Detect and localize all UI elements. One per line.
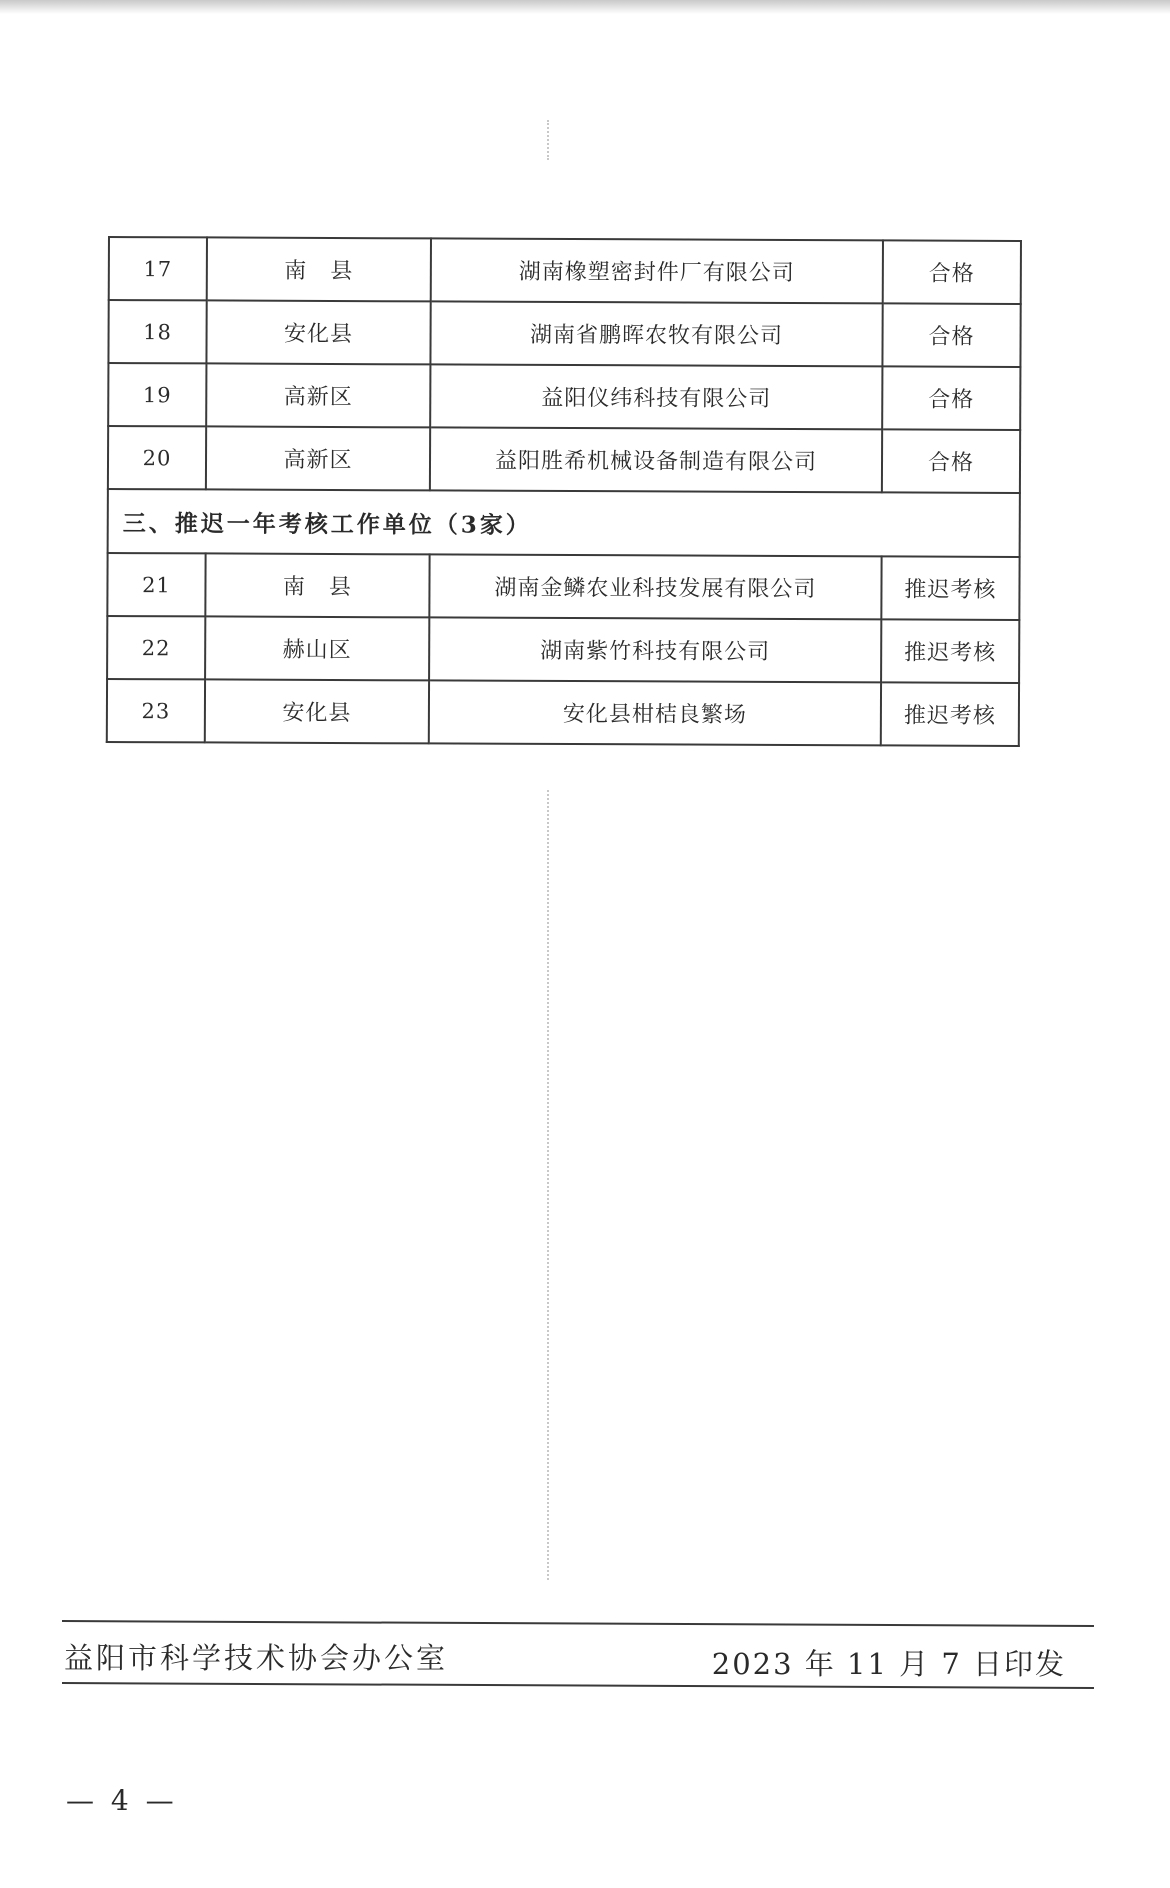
- section-header-row: [108, 489, 1020, 557]
- row-result: 合格: [883, 240, 1021, 304]
- row-area: 安化县: [206, 300, 430, 364]
- row-result: 合格: [882, 429, 1020, 493]
- row-number: 17: [109, 237, 207, 300]
- row-result: 合格: [882, 366, 1020, 430]
- section-three-title: 三、推迟一年考核工作单位（3家）: [108, 489, 1020, 557]
- table-row: [108, 426, 1020, 493]
- row-result: 合格: [882, 303, 1020, 367]
- row-number: 21: [107, 553, 205, 616]
- row-company: 益阳胜希机械设备制造有限公司: [430, 427, 882, 492]
- table-row: [108, 363, 1020, 430]
- row-number: 23: [107, 679, 205, 742]
- row-area: 安化县: [205, 679, 429, 743]
- row-company: 益阳仪纬科技有限公司: [430, 364, 882, 429]
- row-area: 南 县: [205, 553, 429, 617]
- row-company: 安化县柑桔良繁场: [429, 680, 881, 745]
- table-row: [107, 553, 1019, 620]
- table-row: [107, 616, 1019, 683]
- row-result: 推迟考核: [881, 682, 1019, 746]
- row-result: 推迟考核: [881, 556, 1019, 620]
- footer-bottom-rule: [62, 1682, 1094, 1689]
- issuer-name: 益阳市科学技术协会办公室: [64, 1641, 449, 1675]
- scan-top-shadow: [0, 0, 1170, 14]
- row-company: 湖南紫竹科技有限公司: [429, 617, 881, 682]
- footer-top-rule: [62, 1620, 1094, 1627]
- row-company: 湖南橡塑密封件厂有限公司: [431, 238, 883, 303]
- row-area: 赫山区: [205, 616, 429, 680]
- row-area: 南 县: [207, 237, 431, 301]
- row-result: 推迟考核: [881, 619, 1019, 683]
- evaluation-results-table: [106, 236, 1020, 747]
- row-area: 高新区: [206, 426, 430, 490]
- table-row: [108, 300, 1020, 367]
- row-number: 19: [108, 363, 206, 426]
- row-company: 湖南金鳞农业科技发展有限公司: [429, 554, 881, 619]
- page-number: — 4 —: [66, 1784, 178, 1817]
- row-company: 湖南省鹏晖农牧有限公司: [430, 301, 882, 366]
- table-row: [107, 679, 1019, 746]
- row-area: 高新区: [206, 363, 430, 427]
- row-number: 22: [107, 616, 205, 679]
- paper-fold-line: [547, 790, 549, 1580]
- issue-date: 2023 年 11 月 7 日印发: [711, 1647, 1066, 1681]
- paper-fold-line: [547, 120, 549, 160]
- table-row: [109, 237, 1021, 304]
- row-number: 20: [108, 426, 206, 489]
- row-number: 18: [108, 300, 206, 363]
